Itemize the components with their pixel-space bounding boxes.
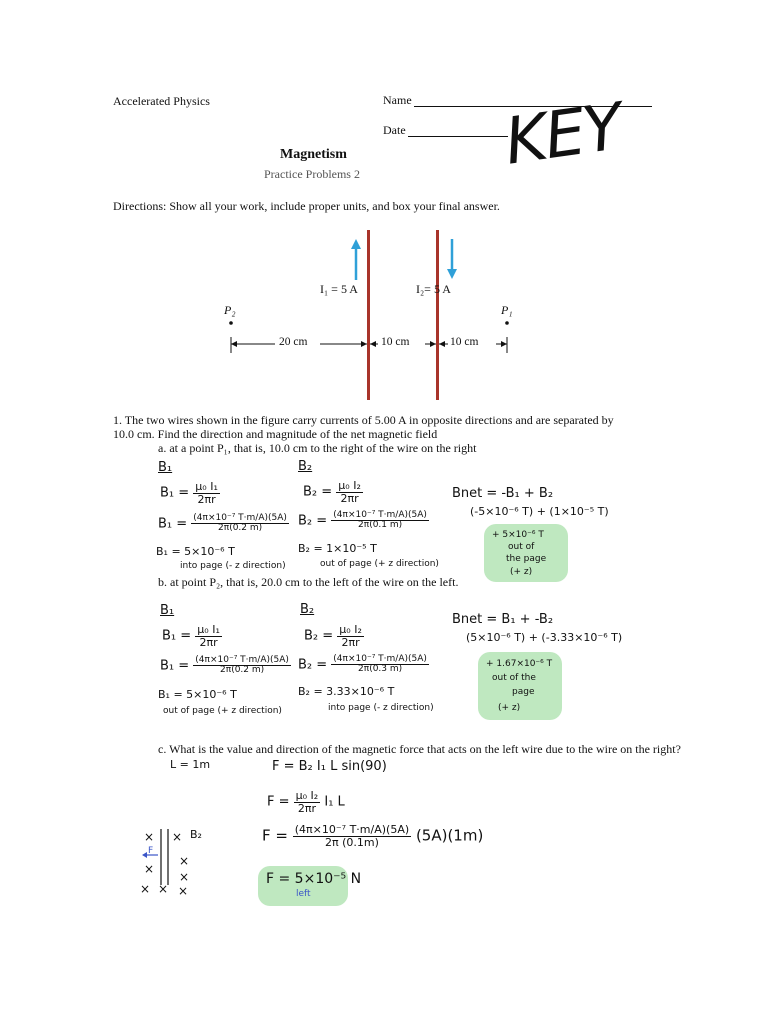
b-answer-direction-3: (+ z) <box>498 703 521 713</box>
question-1-cont: 10.0 cm. Find the direction and magnitude of the net magnetic field <box>113 427 438 441</box>
course-name: Accelerated Physics <box>113 94 210 108</box>
b-b2-formula: B₂ = $\frac{\text{μ₀ I₂}}{2\pi r}$ <box>304 623 362 649</box>
a-answer-direction-1: out of <box>508 542 535 552</box>
b-b2-substitution: B₂ = $\frac{\text{(4π×10⁻⁷ T·m/A)(5A)}}{2\pi(0.3 m)}$ <box>298 654 427 675</box>
c-force-formula: F = $\frac{\text{μ₀ I₂}}{2\pi r}$ I₁ L <box>267 789 345 815</box>
directions-text: Directions: Show all your work, include proper units, and box your final answer. <box>113 199 500 213</box>
svg-text:×: × <box>144 862 155 876</box>
b-answer-direction-2: page <box>512 687 535 697</box>
page-title: Magnetism <box>280 147 347 162</box>
date-line <box>408 136 508 137</box>
c-answer: F = 5×10⁻⁵ N <box>266 871 362 887</box>
question-a: a. at a point P₁, that is, 10.0 cm to the right of the wire on the right <box>158 441 477 455</box>
a-b2-substitution: B₂ = $\frac{\text{(4π×10⁻⁷ T·m/A)(5A)}}{2\pi(0.1 m)}$ <box>298 510 427 531</box>
field-f-label: F <box>148 846 154 856</box>
b-b1-heading: B₁ <box>160 603 175 618</box>
date-label: Date <box>383 123 406 137</box>
b-answer-magnitude: + 1.67×10⁻⁶ T <box>486 659 553 669</box>
b-net-substitution: (5×10⁻⁶ T) + (-3.33×10⁻⁶ T) <box>466 631 623 644</box>
b-b2-direction: into page (- z direction) <box>328 703 434 713</box>
dim-20cm: 20 cm <box>279 336 308 348</box>
svg-text:×: × <box>158 882 169 896</box>
a-net-equation: Bnet = -B₁ + B₂ <box>452 486 554 501</box>
c-length: L = 1m <box>170 758 211 771</box>
field-b2-label: B₂ <box>190 828 202 841</box>
a-b2-heading: B₂ <box>298 459 313 474</box>
a-answer-direction-3: (+ z) <box>510 567 533 577</box>
a-b2-result: B₂ = 1×10⁻⁵ T <box>298 542 377 555</box>
c-force-substitution: F = $\frac{\text{(4π×10⁻⁷ T·m/A)(5A)}}{2\pi (0.1m)}$ (5A)(1m) <box>262 823 484 849</box>
current-down-arrow-icon <box>447 239 457 279</box>
name-label: Name <box>383 93 412 107</box>
b-b1-direction: out of page (+ z direction) <box>163 706 282 716</box>
a-b1-result: B₁ = 5×10⁻⁶ T <box>156 545 235 558</box>
a-answer-magnitude: + 5×10⁻⁶ T <box>492 530 544 540</box>
question-1: 1. The two wires shown in the figure carry currents of 5.00 A in opposite directions and are separated by <box>113 413 614 427</box>
a-b2-direction: out of page (+ z direction) <box>320 559 439 569</box>
b-b2-heading: B₂ <box>300 602 315 617</box>
svg-text:×: × <box>144 830 155 844</box>
b-answer-direction-1: out of the <box>492 673 536 683</box>
b-net-equation: Bnet = B₁ + -B₂ <box>452 612 554 627</box>
c-force-equation: F = B₂ I₁ L sin(90) <box>272 759 387 774</box>
current-i2-label: I₂= 5 A <box>416 282 451 296</box>
key-handwritten-mark: KEY <box>500 90 626 180</box>
left-wire <box>367 230 370 400</box>
p1-label: P₁ <box>501 303 513 317</box>
current-i1-label: I₁ = 5 A <box>320 282 358 296</box>
dim-10cm-b: 10 cm <box>450 336 479 348</box>
right-wire <box>436 230 439 400</box>
p2-label: P₂ <box>224 303 236 317</box>
svg-text:×: × <box>178 884 189 898</box>
b-b1-substitution: B₁ = $\frac{\text{(4π×10⁻⁷ T·m/A)(5A)}}{2\pi(0.2 m)}$ <box>160 655 289 676</box>
point-p1 <box>505 321 509 325</box>
point-p2 <box>229 321 233 325</box>
page-subtitle: Practice Problems 2 <box>264 167 360 181</box>
svg-text:×: × <box>179 854 190 868</box>
a-answer-direction-2: the page <box>506 554 547 564</box>
wires-figure <box>220 225 520 400</box>
c-answer-direction: left <box>296 889 311 899</box>
b-b2-result: B₂ = 3.33×10⁻⁶ T <box>298 685 395 698</box>
a-b1-formula: B₁ = $\frac{\text{μ₀ I₁}}{2\pi r}$ <box>160 480 218 506</box>
current-up-arrow-icon <box>351 239 361 280</box>
a-b1-substitution: B₁ = $\frac{\text{(4π×10⁻⁷ T·m/A)(5A)}}{2\pi(0.2 m)}$ <box>158 513 287 534</box>
b-b1-formula: B₁ = $\frac{\text{μ₀ I₁}}{2\pi r}$ <box>162 623 220 649</box>
a-b1-direction: into page (- z direction) <box>180 561 286 571</box>
svg-text:×: × <box>179 870 190 884</box>
a-net-substitution: (-5×10⁻⁶ T) + (1×10⁻⁵ T) <box>470 505 609 518</box>
a-b1-heading: B₁ <box>158 460 173 475</box>
question-c: c. What is the value and direction of the magnetic force that acts on the left wire due to the wire on the right? <box>158 742 681 756</box>
a-b2-formula: B₂ = $\frac{\text{μ₀ I₂}}{2\pi r}$ <box>303 479 361 505</box>
svg-text:×: × <box>140 882 151 896</box>
question-b: b. at point P₂, that is, 20.0 cm to the left of the wire on the left. <box>158 575 459 589</box>
svg-text:×: × <box>172 830 183 844</box>
dim-10cm-a: 10 cm <box>381 336 410 348</box>
b-b1-result: B₁ = 5×10⁻⁶ T <box>158 688 237 701</box>
